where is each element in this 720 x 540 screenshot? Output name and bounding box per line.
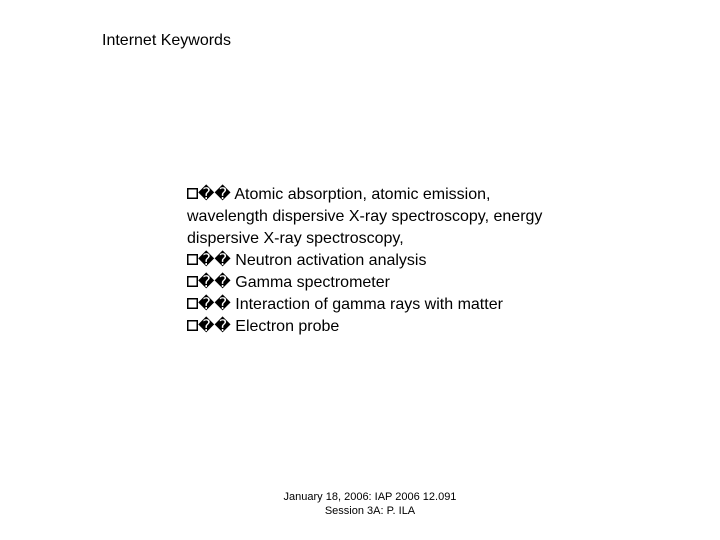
keyword-glyphs: �� — [198, 296, 236, 313]
square-bullet-icon — [187, 298, 198, 309]
square-bullet-icon — [187, 276, 198, 287]
keyword-item — [187, 184, 547, 250]
keyword-text: Interaction of gamma rays with matter — [235, 296, 503, 313]
keyword-text: Neutron activation analysis — [235, 252, 427, 269]
keyword-glyphs: �� — [198, 252, 236, 269]
keyword-text: Atomic absorption, atomic emission, wavelength dispersive X-ray spectroscopy, energy dispersive X-ray spectroscopy, — [187, 186, 543, 247]
keyword-item — [187, 316, 547, 338]
keyword-item — [187, 272, 547, 294]
footer-session: Session 3A: P. ILA — [324, 505, 416, 517]
keyword-item — [187, 294, 547, 316]
keyword-glyphs: �� — [198, 274, 236, 291]
keyword-list — [187, 184, 547, 338]
slide-title: Internet Keywords — [102, 32, 231, 49]
keyword-text: Electron probe — [235, 318, 340, 335]
square-bullet-icon — [187, 188, 198, 199]
keyword-glyphs: �� — [198, 186, 235, 203]
square-bullet-icon — [187, 320, 198, 331]
footer-date-course: January 18, 2006: IAP 2006 12.091 — [283, 491, 457, 503]
slide-footer — [240, 490, 500, 518]
square-bullet-icon — [187, 254, 198, 265]
keyword-text: Gamma spectrometer — [235, 274, 390, 291]
keyword-item — [187, 250, 547, 272]
keyword-glyphs: �� — [198, 318, 236, 335]
